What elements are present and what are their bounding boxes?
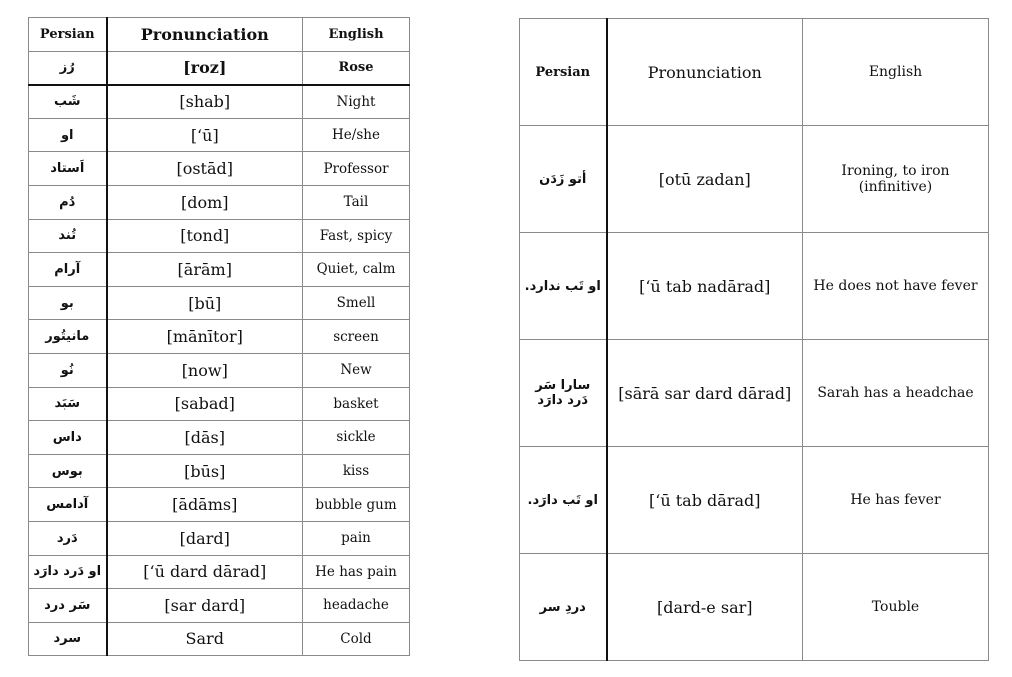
table-row [29, 85, 410, 119]
pronunciation-cell: [dom] [107, 185, 303, 219]
table-row [29, 219, 410, 253]
english-cell: New [303, 353, 410, 387]
table-row [29, 253, 410, 287]
english-cell: Rose [303, 51, 410, 85]
persian-cell: او تَب دارَد. [520, 447, 607, 554]
english-cell: basket [303, 387, 410, 421]
pronunciation-cell: [‘ū dard dārad] [107, 555, 303, 589]
english-cell: pain [303, 521, 410, 555]
pronunciation-cell: Sard [107, 622, 303, 656]
pronunciation-cell: [‘ū tab dārad] [607, 447, 803, 554]
english-cell: headache [303, 589, 410, 623]
english-cell: Cold [303, 622, 410, 656]
table-row [520, 554, 989, 661]
english-cell: Ironing, to iron (infinitive) [803, 126, 989, 233]
persian-cell: سارا سَر دَرد دارَد [520, 340, 607, 447]
persian-cell: أتو زَدَن [520, 126, 607, 233]
pronunciation-cell: [ārām] [107, 253, 303, 287]
table-row [29, 185, 410, 219]
pronunciation-cell: [now] [107, 353, 303, 387]
persian-cell: دردِ سر [520, 554, 607, 661]
english-cell: bubble gum [303, 488, 410, 522]
pronunciation-cell: [būs] [107, 454, 303, 488]
sentence-table-right [519, 18, 989, 661]
header-persian: Persian [29, 18, 107, 52]
header-pronunciation: Pronunciation [607, 19, 803, 126]
english-cell: He/she [303, 118, 410, 152]
table-header-row [29, 18, 410, 52]
english-cell: He has fever [803, 447, 989, 554]
table-row [29, 286, 410, 320]
table-row [520, 340, 989, 447]
english-cell: Sarah has a headchae [803, 340, 989, 447]
english-cell: He has pain [303, 555, 410, 589]
table-header-row [520, 19, 989, 126]
persian-cell: دَرد [29, 521, 107, 555]
pronunciation-cell: [bū] [107, 286, 303, 320]
persian-cell: آدامس [29, 488, 107, 522]
pronunciation-cell: [‘ū tab nadārad] [607, 233, 803, 340]
table-row [520, 447, 989, 554]
pronunciation-cell: [sar dard] [107, 589, 303, 623]
table-row [29, 488, 410, 522]
table-row [29, 555, 410, 589]
pronunciation-cell: [sārā sar dard dārad] [607, 340, 803, 447]
pronunciation-cell: [shab] [107, 85, 303, 119]
english-cell: kiss [303, 454, 410, 488]
persian-cell: رُز [29, 51, 107, 85]
header-persian: Persian [520, 19, 607, 126]
persian-cell: اَستاد [29, 152, 107, 186]
persian-cell: تُند [29, 219, 107, 253]
persian-cell: بوس [29, 454, 107, 488]
pronunciation-cell: [roz] [107, 51, 303, 85]
table-row [29, 320, 410, 354]
english-cell: screen [303, 320, 410, 354]
persian-cell: نُو [29, 353, 107, 387]
table-row [29, 622, 410, 656]
pronunciation-cell: [‘ū] [107, 118, 303, 152]
persian-cell: او تَب ندارد. [520, 233, 607, 340]
persian-cell: داس [29, 421, 107, 455]
table-row [29, 118, 410, 152]
table-row [29, 387, 410, 421]
english-cell: Touble [803, 554, 989, 661]
persian-cell: بو [29, 286, 107, 320]
header-pronunciation: Pronunciation [107, 18, 303, 52]
pronunciation-cell: [dard-e sar] [607, 554, 803, 661]
table-row [29, 454, 410, 488]
pronunciation-cell: [dard] [107, 521, 303, 555]
persian-cell: شَب [29, 85, 107, 119]
pronunciation-cell: [ādāms] [107, 488, 303, 522]
persian-cell: آرام [29, 253, 107, 287]
vocabulary-table-left [28, 17, 410, 656]
pronunciation-cell: [ostād] [107, 152, 303, 186]
persian-cell: او [29, 118, 107, 152]
pronunciation-cell: [sabad] [107, 387, 303, 421]
english-cell: Night [303, 85, 410, 119]
pronunciation-cell: [mānītor] [107, 320, 303, 354]
english-cell: sickle [303, 421, 410, 455]
table-row [520, 126, 989, 233]
table-row [29, 51, 410, 85]
english-cell: Fast, spicy [303, 219, 410, 253]
table-row [29, 521, 410, 555]
header-english: English [803, 19, 989, 126]
pronunciation-cell: [tond] [107, 219, 303, 253]
table-row [29, 353, 410, 387]
table-row [29, 421, 410, 455]
persian-cell: سَر درد [29, 589, 107, 623]
persian-cell: سَبَد [29, 387, 107, 421]
english-cell: Professor [303, 152, 410, 186]
persian-cell: دُم [29, 185, 107, 219]
persian-cell: سرد [29, 622, 107, 656]
persian-cell: او دَرد دارَد [29, 555, 107, 589]
table-row [520, 233, 989, 340]
english-cell: Quiet, calm [303, 253, 410, 287]
pronunciation-cell: [dās] [107, 421, 303, 455]
english-cell: Smell [303, 286, 410, 320]
table-row [29, 589, 410, 623]
pronunciation-cell: [otū zadan] [607, 126, 803, 233]
header-english: English [303, 18, 410, 52]
english-cell: He does not have fever [803, 233, 989, 340]
table-row [29, 152, 410, 186]
persian-cell: مانیتُور [29, 320, 107, 354]
english-cell: Tail [303, 185, 410, 219]
